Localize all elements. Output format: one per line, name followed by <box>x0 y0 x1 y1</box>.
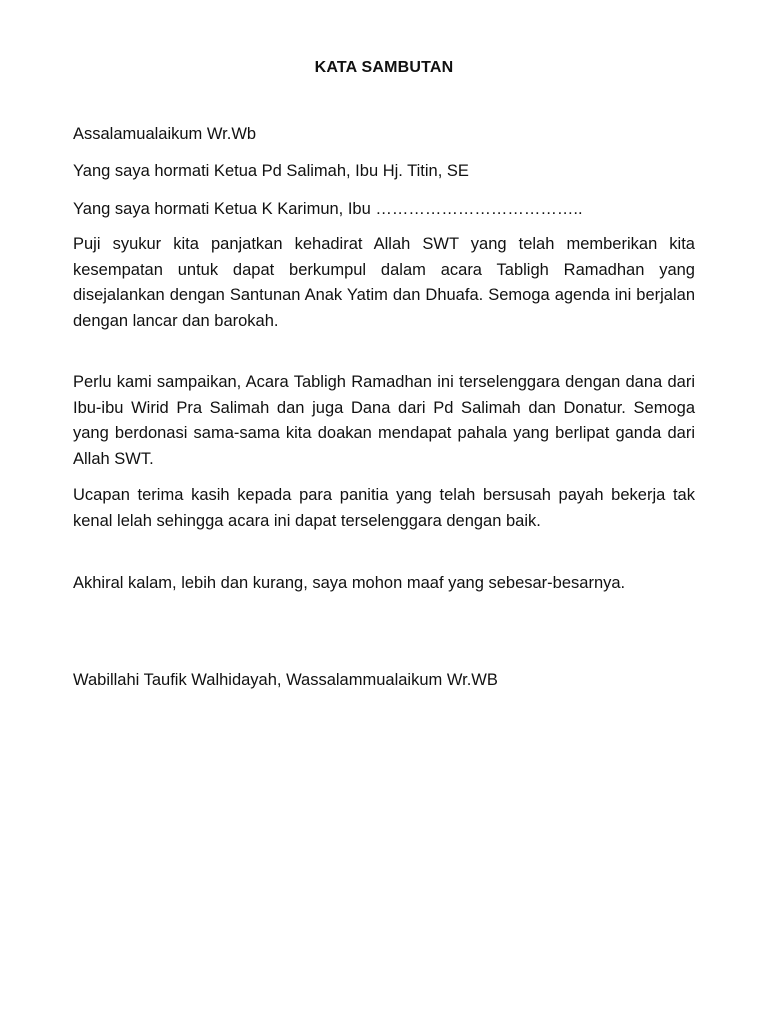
address-line-1: Yang saya hormati Ketua Pd Salimah, Ibu Hj. Titin, SE <box>73 162 469 180</box>
document-title: KATA SAMBUTAN <box>314 59 454 76</box>
paragraph-2: Perlu kami sampaikan, Acara Tabligh Ramadhan ini terselenggara dengan dana dari Ibu-ibu Wirid Pra Salimah dan juga Dana dari Pd Salimah dan Donatur. Semoga yang berdonasi sama-sama kita doakan mendapat pahala yang berlipat ganda dari Allah SWT. <box>73 373 695 468</box>
address-line-2: Yang saya hormati Ketua K Karimun, Ibu ……………………………….. <box>73 200 583 218</box>
greeting-text: Assalamualaikum Wr.Wb <box>73 125 257 143</box>
paragraph-3: Ucapan terima kasih kepada para panitia yang telah bersusah payah bekerja tak kenal lelah sehingga acara ini dapat terselenggara dengan baik. <box>73 486 695 530</box>
paragraph-1: Puji syukur kita panjatkan kehadirat Allah SWT yang telah memberikan kita kesempatan untuk dapat berkumpul dalam acara Tabligh Ramadhan yang disejalankan dengan Santunan Anak Yatim dan Dhuafa. Semoga agenda ini berjalan dengan lancar dan barokah. <box>73 235 695 330</box>
paragraph-4: Akhiral kalam, lebih dan kurang, saya mohon maaf yang sebesar-besarnya. <box>73 574 626 592</box>
closing-text: Wabillahi Taufik Walhidayah, Wassalammualaikum Wr.WB <box>73 671 498 689</box>
